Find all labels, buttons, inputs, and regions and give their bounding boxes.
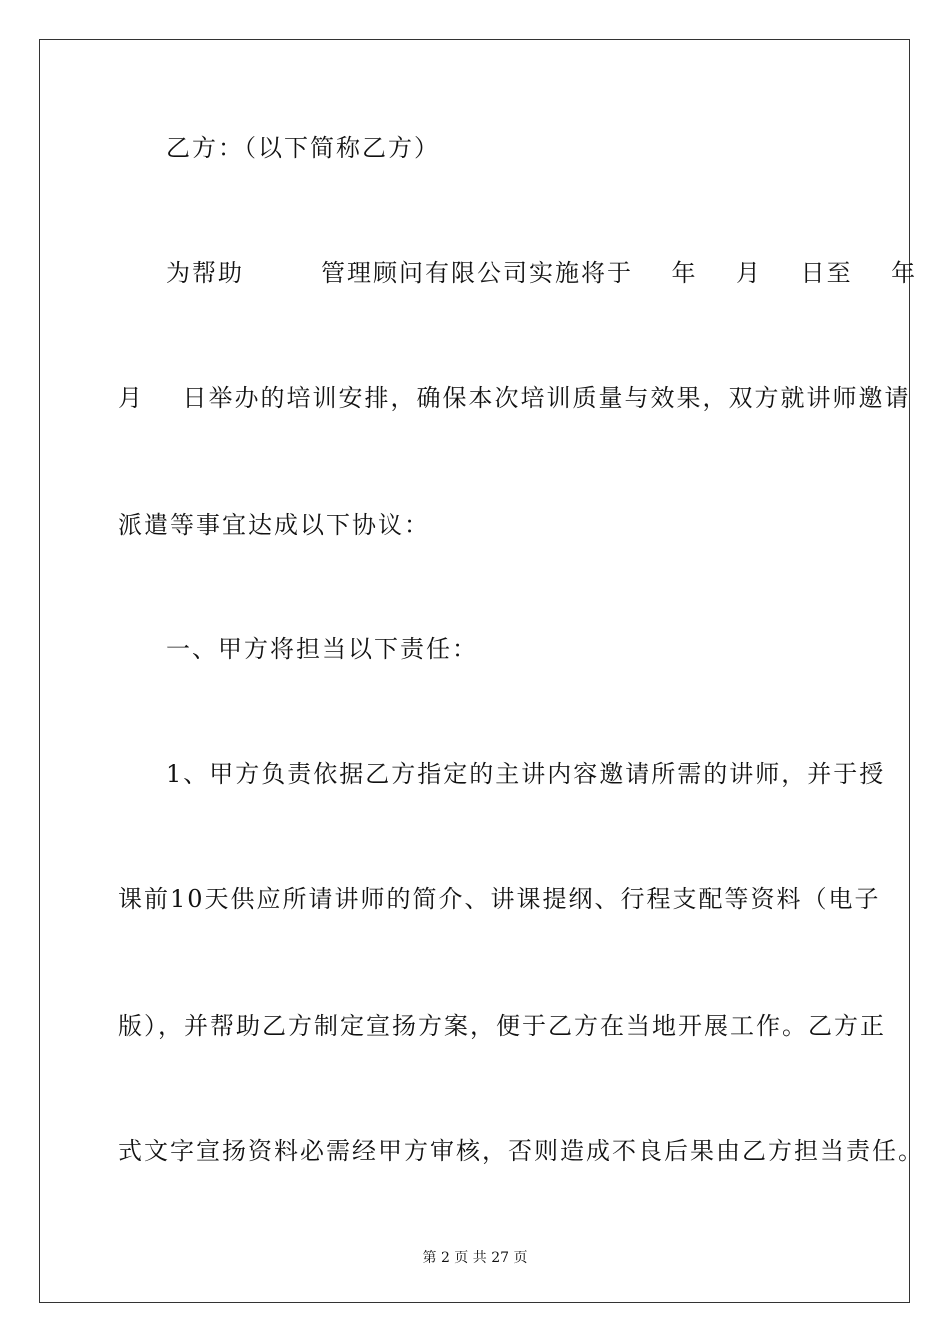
page-number-footer: 第 2 页 共 27 页 — [422, 1250, 528, 1266]
party-b-line: 乙方：（以下简称乙方） — [166, 134, 440, 162]
clause-1-line-4: 式文字宣扬资料必需经甲方审核，否则造成不良后果由乙方担当责任。 — [118, 1137, 924, 1165]
paragraph-intro-line-3: 派遣等事宜达成以下协议： — [118, 511, 430, 539]
paragraph-intro-line-1: 为帮助 管理顾问有限公司实施将于 年 月 日至 年 — [166, 259, 918, 287]
paragraph-intro-line-2: 月 日举办的培训安排，确保本次培训质量与效果，双方就讲师邀请 — [118, 384, 911, 412]
clause-1-line-2: 课前10天供应所请讲师的简介、讲课提纲、行程支配等资料（电子 — [118, 885, 881, 913]
page-border — [39, 39, 910, 1303]
clause-1-line-3: 版），并帮助乙方制定宣扬方案，便于乙方在当地开展工作。乙方正 — [118, 1012, 886, 1040]
clause-1-line-1: 1、甲方负责依据乙方指定的主讲内容邀请所需的讲师，并于授 — [166, 760, 886, 788]
section-heading-party-a-duties: 一、甲方将担当以下责任： — [166, 635, 478, 663]
